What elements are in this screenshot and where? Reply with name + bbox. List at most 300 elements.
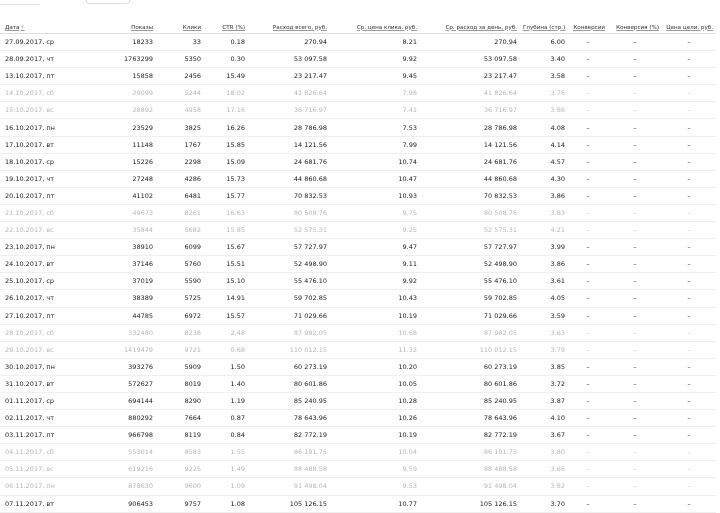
cell-ctr: 15.73 xyxy=(204,170,248,187)
cell-shows: 29099 xyxy=(88,85,156,102)
cell-cpc: 8.21 xyxy=(330,34,420,51)
cell-clicks: 7664 xyxy=(156,410,204,427)
cell-ctr: 0.18 xyxy=(204,34,248,51)
cell-daily: 86 191.75 xyxy=(420,444,520,461)
cell-conv: – xyxy=(568,427,608,444)
column-header-spend[interactable]: Расход всего, руб. xyxy=(248,22,330,34)
column-header-convpct[interactable]: Конверсия (%) xyxy=(608,22,662,34)
cell-goalcost: – xyxy=(662,136,716,153)
cell-daily: 23 217.47 xyxy=(420,68,520,85)
cell-clicks: 5909 xyxy=(156,358,204,375)
cell-spend: 105 126.15 xyxy=(248,495,330,512)
cell-spend: 78 643.96 xyxy=(248,410,330,427)
cell-daily: 78 643.96 xyxy=(420,410,520,427)
cell-convpct: – xyxy=(608,119,662,136)
cell-convpct: – xyxy=(608,324,662,341)
table-row xyxy=(0,290,716,307)
cell-goalcost: – xyxy=(662,375,716,392)
cell-shows: 1763299 xyxy=(88,51,156,68)
cell-conv: – xyxy=(568,153,608,170)
cell-ctr: 15.51 xyxy=(204,256,248,273)
cell-ctr: 15.67 xyxy=(204,239,248,256)
cell-spend: 24 681.76 xyxy=(248,153,330,170)
cell-convpct: – xyxy=(608,341,662,358)
table-row xyxy=(0,392,716,409)
cell-ctr: 16.26 xyxy=(204,119,248,136)
cell-depth: 3.86 xyxy=(520,187,568,204)
cell-depth: 6.00 xyxy=(520,34,568,51)
cell-depth: 3.72 xyxy=(520,375,568,392)
cell-shows: 44785 xyxy=(88,307,156,324)
cell-daily: 44 860.68 xyxy=(420,170,520,187)
cell-depth: 4.30 xyxy=(520,170,568,187)
cell-conv: – xyxy=(568,51,608,68)
cell-convpct: – xyxy=(608,392,662,409)
cell-depth: 4.10 xyxy=(520,410,568,427)
cell-spend: 14 121.56 xyxy=(248,136,330,153)
cell-cpc: 10.28 xyxy=(330,392,420,409)
cell-shows: 23529 xyxy=(88,119,156,136)
cell-date: 06.11.2017, пн xyxy=(0,478,88,495)
cell-shows: 332480 xyxy=(88,324,156,341)
cell-daily: 14 121.56 xyxy=(420,136,520,153)
cell-spend: 59 702.85 xyxy=(248,290,330,307)
cell-daily: 36 716.97 xyxy=(420,102,520,119)
cell-shows: 1419479 xyxy=(88,341,156,358)
cell-conv: – xyxy=(568,239,608,256)
cell-shows: 28892 xyxy=(88,102,156,119)
cell-ctr: 14.91 xyxy=(204,290,248,307)
cell-depth: 3.85 xyxy=(520,358,568,375)
table-row xyxy=(0,170,716,187)
cell-depth: 3.87 xyxy=(520,392,568,409)
cell-depth: 3.79 xyxy=(520,341,568,358)
cell-cpc: 10.04 xyxy=(330,444,420,461)
cell-goalcost: – xyxy=(662,410,716,427)
cell-shows: 18233 xyxy=(88,34,156,51)
cell-goalcost: – xyxy=(662,358,716,375)
cell-conv: – xyxy=(568,222,608,239)
sort-arrow-icon: ↑ xyxy=(20,24,25,31)
cell-convpct: – xyxy=(608,153,662,170)
cell-depth: 3.63 xyxy=(520,324,568,341)
cell-depth: 3.61 xyxy=(520,273,568,290)
cell-convpct: – xyxy=(608,273,662,290)
cell-depth: 3.99 xyxy=(520,239,568,256)
cell-convpct: – xyxy=(608,204,662,221)
cell-date: 03.11.2017, пт xyxy=(0,427,88,444)
cell-date: 13.10.2017, пт xyxy=(0,68,88,85)
cell-conv: – xyxy=(568,307,608,324)
cell-cpc: 9.45 xyxy=(330,68,420,85)
cell-conv: – xyxy=(568,102,608,119)
cell-cpc: 10.19 xyxy=(330,307,420,324)
cell-conv: – xyxy=(568,187,608,204)
table-row xyxy=(0,85,716,102)
cell-date: 27.10.2017, пт xyxy=(0,307,88,324)
cell-daily: 105 126.15 xyxy=(420,495,520,512)
cell-date: 29.10.2017, вс xyxy=(0,341,88,358)
cell-conv: – xyxy=(568,410,608,427)
cell-depth: 4.21 xyxy=(520,222,568,239)
cell-clicks: 8119 xyxy=(156,427,204,444)
cell-ctr: 1.49 xyxy=(204,461,248,478)
cell-spend: 41 826.64 xyxy=(248,85,330,102)
column-header-cpc[interactable]: Ср. цена клика, руб. xyxy=(330,22,420,34)
cell-cpc: 7.98 xyxy=(330,85,420,102)
cell-shows: 35844 xyxy=(88,222,156,239)
column-header-depth[interactable]: Глубина (стр.) xyxy=(520,22,568,34)
cell-daily: 52 498.90 xyxy=(420,256,520,273)
cell-cpc: 9.11 xyxy=(330,256,420,273)
cell-cpc: 9.59 xyxy=(330,461,420,478)
cell-date: 04.11.2017, сб xyxy=(0,444,88,461)
table-row xyxy=(0,51,716,68)
cell-spend: 28 786.98 xyxy=(248,119,330,136)
cell-clicks: 9600 xyxy=(156,478,204,495)
toolbar-button[interactable] xyxy=(86,0,130,4)
cell-clicks: 33 xyxy=(156,34,204,51)
column-header-clicks[interactable]: Клики xyxy=(156,22,204,34)
cell-date: 14.10.2017, сб xyxy=(0,85,88,102)
cell-goalcost: – xyxy=(662,34,716,51)
cell-goalcost: – xyxy=(662,307,716,324)
cell-depth: 3.67 xyxy=(520,427,568,444)
cell-cpc: 9.53 xyxy=(330,478,420,495)
cell-cpc: 10.20 xyxy=(330,358,420,375)
cell-daily: 85 240.95 xyxy=(420,392,520,409)
cell-spend: 70 832.53 xyxy=(248,187,330,204)
table-row xyxy=(0,102,716,119)
cell-cpc: 10.43 xyxy=(330,290,420,307)
cell-clicks: 8238 xyxy=(156,324,204,341)
cell-cpc: 9.92 xyxy=(330,273,420,290)
cell-conv: – xyxy=(568,85,608,102)
cell-date: 25.10.2017, ср xyxy=(0,273,88,290)
cell-conv: – xyxy=(568,68,608,85)
cell-date: 18.10.2017, ср xyxy=(0,153,88,170)
cell-spend: 88 488.58 xyxy=(248,461,330,478)
cell-spend: 53 097.58 xyxy=(248,51,330,68)
table-row xyxy=(0,307,716,324)
cell-cpc: 11.32 xyxy=(330,341,420,358)
cell-daily: 91 498.04 xyxy=(420,478,520,495)
column-header-conv[interactable]: Конверсии xyxy=(568,22,608,34)
cell-depth: 3.82 xyxy=(520,478,568,495)
cell-goalcost: – xyxy=(662,239,716,256)
cell-daily: 87 982.05 xyxy=(420,324,520,341)
cell-conv: – xyxy=(568,444,608,461)
cell-ctr: 15.49 xyxy=(204,68,248,85)
cell-conv: – xyxy=(568,478,608,495)
cell-cpc: 10.05 xyxy=(330,375,420,392)
cell-depth: 3.58 xyxy=(520,68,568,85)
cell-daily: 52 575.31 xyxy=(420,222,520,239)
cell-convpct: – xyxy=(608,358,662,375)
cell-daily: 88 488.58 xyxy=(420,461,520,478)
cell-spend: 44 860.68 xyxy=(248,170,330,187)
table-row xyxy=(0,222,716,239)
cell-shows: 38389 xyxy=(88,290,156,307)
cell-ctr: 0.30 xyxy=(204,51,248,68)
cell-clicks: 4286 xyxy=(156,170,204,187)
cell-date: 24.10.2017, вт xyxy=(0,256,88,273)
cell-ctr: 1.50 xyxy=(204,358,248,375)
cell-conv: – xyxy=(568,290,608,307)
cell-depth: 3.86 xyxy=(520,102,568,119)
cell-date: 05.11.2017, вс xyxy=(0,461,88,478)
cell-shows: 572627 xyxy=(88,375,156,392)
cell-ctr: 1.40 xyxy=(204,375,248,392)
cell-ctr: 1.19 xyxy=(204,392,248,409)
cell-shows: 966798 xyxy=(88,427,156,444)
cell-goalcost: – xyxy=(662,204,716,221)
toolbar-tab[interactable] xyxy=(0,0,40,5)
cell-daily: 71 029.66 xyxy=(420,307,520,324)
cell-spend: 52 498.90 xyxy=(248,256,330,273)
cell-date: 07.11.2017, вт xyxy=(0,495,88,512)
table-body xyxy=(0,34,716,513)
cell-spend: 71 029.66 xyxy=(248,307,330,324)
column-header-ctr[interactable]: CTR (%) xyxy=(204,22,248,34)
cell-shows: 38910 xyxy=(88,239,156,256)
cell-convpct: – xyxy=(608,136,662,153)
cell-daily: 270.94 xyxy=(420,34,520,51)
cell-conv: – xyxy=(568,119,608,136)
cell-ctr: 2.48 xyxy=(204,324,248,341)
cell-ctr: 16.63 xyxy=(204,204,248,221)
cell-cpc: 10.47 xyxy=(330,170,420,187)
cell-depth: 3.83 xyxy=(520,204,568,221)
cell-convpct: – xyxy=(608,239,662,256)
cell-depth: 4.57 xyxy=(520,153,568,170)
cell-daily: 41 826.64 xyxy=(420,85,520,102)
cell-cpc: 10.74 xyxy=(330,153,420,170)
cell-spend: 60 273.19 xyxy=(248,358,330,375)
cell-clicks: 5244 xyxy=(156,85,204,102)
cell-goalcost: – xyxy=(662,119,716,136)
cell-daily: 28 786.98 xyxy=(420,119,520,136)
cell-date: 31.10.2017, вт xyxy=(0,375,88,392)
cell-cpc: 10.93 xyxy=(330,187,420,204)
cell-depth: 3.59 xyxy=(520,307,568,324)
cell-ctr: 0.87 xyxy=(204,410,248,427)
cell-goalcost: – xyxy=(662,256,716,273)
cell-convpct: – xyxy=(608,85,662,102)
cell-daily: 70 832.53 xyxy=(420,187,520,204)
cell-clicks: 9225 xyxy=(156,461,204,478)
column-header-shows[interactable]: Показы xyxy=(88,22,156,34)
cell-spend: 55 476.10 xyxy=(248,273,330,290)
table-row xyxy=(0,358,716,375)
cell-clicks: 8019 xyxy=(156,375,204,392)
column-header-date[interactable]: Дата↑ xyxy=(0,22,88,34)
cell-clicks: 6972 xyxy=(156,307,204,324)
table-row xyxy=(0,256,716,273)
table-row xyxy=(0,461,716,478)
cell-goalcost: – xyxy=(662,170,716,187)
cell-depth: 3.80 xyxy=(520,444,568,461)
cell-clicks: 9721 xyxy=(156,341,204,358)
table-row xyxy=(0,495,716,512)
statistics-table xyxy=(0,22,716,513)
cell-cpc: 10.77 xyxy=(330,495,420,512)
cell-depth: 3.66 xyxy=(520,461,568,478)
cell-convpct: – xyxy=(608,102,662,119)
cell-spend: 87 982.05 xyxy=(248,324,330,341)
cell-date: 21.10.2017, сб xyxy=(0,204,88,221)
table-row xyxy=(0,324,716,341)
column-header-goalcost[interactable]: Цена цели, руб. xyxy=(662,22,716,34)
cell-goalcost: – xyxy=(662,478,716,495)
cell-cpc: 7.99 xyxy=(330,136,420,153)
cell-daily: 59 702.85 xyxy=(420,290,520,307)
cell-convpct: – xyxy=(608,222,662,239)
cell-shows: 37146 xyxy=(88,256,156,273)
cell-convpct: – xyxy=(608,495,662,512)
table-row xyxy=(0,136,716,153)
cell-cpc: 10.26 xyxy=(330,410,420,427)
cell-convpct: – xyxy=(608,478,662,495)
cell-ctr: 15.57 xyxy=(204,307,248,324)
cell-ctr: 1.08 xyxy=(204,495,248,512)
cell-depth: 3.70 xyxy=(520,495,568,512)
cell-goalcost: – xyxy=(662,187,716,204)
cell-spend: 85 240.95 xyxy=(248,392,330,409)
cell-shows: 15226 xyxy=(88,153,156,170)
cell-ctr: 18.02 xyxy=(204,85,248,102)
cell-goalcost: – xyxy=(662,392,716,409)
cell-goalcost: – xyxy=(662,51,716,68)
table-row xyxy=(0,153,716,170)
cell-goalcost: – xyxy=(662,102,716,119)
cell-depth: 3.86 xyxy=(520,256,568,273)
cell-conv: – xyxy=(568,461,608,478)
cell-shows: 906453 xyxy=(88,495,156,512)
cell-daily: 53 097.58 xyxy=(420,51,520,68)
cell-convpct: – xyxy=(608,34,662,51)
cell-cpc: 7.53 xyxy=(330,119,420,136)
cell-clicks: 9757 xyxy=(156,495,204,512)
cell-shows: 878630 xyxy=(88,478,156,495)
cell-clicks: 8261 xyxy=(156,204,204,221)
cell-spend: 23 217.47 xyxy=(248,68,330,85)
cell-spend: 57 727.97 xyxy=(248,239,330,256)
cell-convpct: – xyxy=(608,461,662,478)
table-row xyxy=(0,410,716,427)
cell-date: 20.10.2017, пт xyxy=(0,187,88,204)
cell-conv: – xyxy=(568,204,608,221)
cell-date: 27.09.2017, ср xyxy=(0,34,88,51)
cell-convpct: – xyxy=(608,427,662,444)
cell-conv: – xyxy=(568,341,608,358)
cell-cpc: 7.41 xyxy=(330,102,420,119)
cell-clicks: 2298 xyxy=(156,153,204,170)
cell-date: 30.10.2017, пн xyxy=(0,358,88,375)
cell-depth: 3.40 xyxy=(520,51,568,68)
cell-conv: – xyxy=(568,34,608,51)
cell-shows: 619216 xyxy=(88,461,156,478)
cell-spend: 86 191.75 xyxy=(248,444,330,461)
cell-spend: 36 716.97 xyxy=(248,102,330,119)
cell-depth: 4.14 xyxy=(520,136,568,153)
cell-shows: 880292 xyxy=(88,410,156,427)
cell-conv: – xyxy=(568,273,608,290)
table-row xyxy=(0,239,716,256)
cell-convpct: – xyxy=(608,290,662,307)
cell-spend: 270.94 xyxy=(248,34,330,51)
cell-date: 02.11.2017, чт xyxy=(0,410,88,427)
cell-clicks: 5725 xyxy=(156,290,204,307)
cell-shows: 27248 xyxy=(88,170,156,187)
cell-date: 16.10.2017, пн xyxy=(0,119,88,136)
cell-ctr: 0.84 xyxy=(204,427,248,444)
cell-clicks: 5350 xyxy=(156,51,204,68)
cell-clicks: 2456 xyxy=(156,68,204,85)
cell-goalcost: – xyxy=(662,153,716,170)
table-row xyxy=(0,375,716,392)
cell-depth: 3.76 xyxy=(520,85,568,102)
cell-shows: 37019 xyxy=(88,273,156,290)
table-row xyxy=(0,444,716,461)
cell-date: 15.10.2017, вс xyxy=(0,102,88,119)
cell-conv: – xyxy=(568,495,608,512)
table-row xyxy=(0,273,716,290)
cell-daily: 60 273.19 xyxy=(420,358,520,375)
cell-date: 19.10.2017, чт xyxy=(0,170,88,187)
cell-ctr: 15.09 xyxy=(204,153,248,170)
cell-ctr: 17.16 xyxy=(204,102,248,119)
table-row xyxy=(0,427,716,444)
cell-convpct: – xyxy=(608,375,662,392)
cell-cpc: 9.25 xyxy=(330,222,420,239)
cell-spend: 80 508.76 xyxy=(248,204,330,221)
cell-ctr: 15.85 xyxy=(204,222,248,239)
cell-goalcost: – xyxy=(662,324,716,341)
cell-depth: 4.05 xyxy=(520,290,568,307)
cell-goalcost: – xyxy=(662,495,716,512)
cell-goalcost: – xyxy=(662,68,716,85)
table-header xyxy=(0,22,716,34)
cell-goalcost: – xyxy=(662,85,716,102)
table-row xyxy=(0,187,716,204)
cell-daily: 110 012.15 xyxy=(420,341,520,358)
cell-convpct: – xyxy=(608,307,662,324)
cell-convpct: – xyxy=(608,51,662,68)
cell-convpct: – xyxy=(608,444,662,461)
cell-cpc: 9.47 xyxy=(330,239,420,256)
cell-shows: 41102 xyxy=(88,187,156,204)
cell-spend: 80 601.86 xyxy=(248,375,330,392)
cell-ctr: 15.77 xyxy=(204,187,248,204)
cell-date: 17.10.2017, вт xyxy=(0,136,88,153)
cell-ctr: 1.55 xyxy=(204,444,248,461)
cell-spend: 82 772.19 xyxy=(248,427,330,444)
toolbar xyxy=(0,0,720,22)
cell-goalcost: – xyxy=(662,444,716,461)
table-row xyxy=(0,204,716,221)
cell-clicks: 8290 xyxy=(156,392,204,409)
column-header-daily[interactable]: Ср. расход за день, руб. xyxy=(420,22,520,34)
cell-daily: 57 727.97 xyxy=(420,239,520,256)
cell-clicks: 8583 xyxy=(156,444,204,461)
cell-clicks: 5760 xyxy=(156,256,204,273)
cell-spend: 110 012.15 xyxy=(248,341,330,358)
cell-clicks: 5590 xyxy=(156,273,204,290)
cell-daily: 55 476.10 xyxy=(420,273,520,290)
cell-date: 26.10.2017, чт xyxy=(0,290,88,307)
cell-clicks: 1767 xyxy=(156,136,204,153)
